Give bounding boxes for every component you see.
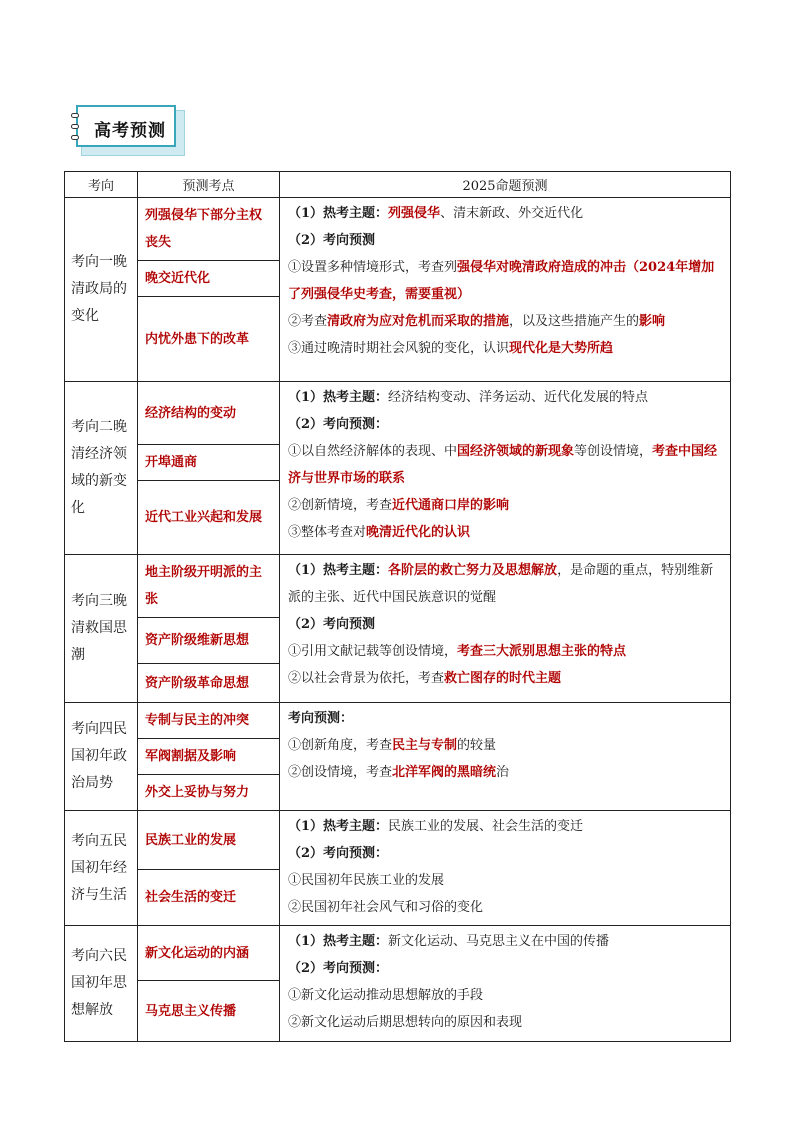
- prediction-text: （1）热考主题：: [288, 206, 389, 221]
- prediction-line: [288, 492, 724, 519]
- topic-cell: 近代工业兴起和发展: [138, 481, 280, 555]
- prediction-line: [288, 411, 724, 438]
- prediction-line: [288, 732, 724, 759]
- prediction-text: ，是命题的重点，特别维新派的主张、近代中国民族意识的觉醒: [288, 563, 714, 605]
- prediction-line: [288, 705, 724, 732]
- topic-cell: 内忧外患下的改革: [138, 297, 280, 382]
- topic-cell: 外交上妥协与努力: [138, 775, 280, 811]
- topic-cell: 新文化运动的内涵: [138, 926, 280, 981]
- prediction-text: 近代通商口岸的影响: [392, 498, 510, 513]
- table-row: [65, 926, 731, 981]
- prediction-text: ，以及这些措施产生的: [509, 314, 640, 329]
- header-prediction: 2025命题预测: [280, 172, 731, 198]
- direction-cell: 考向一晚清政局的变化: [65, 198, 138, 382]
- prediction-line: [288, 928, 724, 955]
- topic-cell: 资产阶级维新思想: [138, 618, 280, 664]
- forecast-table: [64, 171, 731, 1042]
- direction-cell: 考向五民国初年经济与生活: [65, 811, 138, 926]
- direction-cell: 考向三晚清救国思潮: [65, 555, 138, 703]
- prediction-text: （1）热考主题：: [288, 390, 389, 405]
- topic-cell: 开埠通商: [138, 445, 280, 481]
- prediction-text: 列强侵华: [388, 206, 441, 221]
- prediction-text: 民族工业的发展、社会生活的变迁: [388, 819, 584, 834]
- prediction-line: [288, 384, 724, 411]
- topic-cell: 资产阶级革命思想: [138, 664, 280, 703]
- prediction-cell: [280, 382, 731, 555]
- prediction-line: [288, 227, 724, 254]
- prediction-cell: [280, 926, 731, 1042]
- prediction-line: [288, 1009, 724, 1036]
- prediction-text: 、清末新政、外交近代化: [440, 206, 584, 221]
- prediction-text: 各阶层的救亡努力及思想解放: [388, 563, 558, 578]
- prediction-text: 经济结构变动、洋务运动、近代化发展的特点: [388, 390, 649, 405]
- prediction-text: ③通过晚清时期社会风貌的变化，认识: [288, 341, 510, 356]
- prediction-text: 新文化运动、马克思主义在中国的传播: [388, 934, 610, 949]
- prediction-text: （2）考向预测：: [288, 961, 389, 976]
- table-row: [65, 382, 731, 445]
- prediction-text: 救亡图存的时代主题: [444, 671, 562, 686]
- prediction-text: 考向预测：: [288, 711, 354, 726]
- prediction-text: 考查三大派别思想主张的特点: [457, 644, 627, 659]
- prediction-line: [288, 759, 724, 786]
- prediction-text: 北洋军阀的黑暗统: [392, 765, 497, 780]
- prediction-text: 影响: [639, 314, 666, 329]
- prediction-text: ①设置多种情境形式，考查列: [288, 260, 458, 275]
- topic-cell: 马克思主义传播: [138, 981, 280, 1042]
- prediction-line: [288, 335, 724, 362]
- direction-cell: 考向六民国初年思想解放: [65, 926, 138, 1042]
- prediction-line: [288, 894, 724, 921]
- prediction-text: ①民国初年民族工业的发展: [288, 873, 445, 888]
- prediction-line: [288, 638, 724, 665]
- prediction-text: ②创设情境，考查: [288, 765, 393, 780]
- prediction-line: [288, 840, 724, 867]
- prediction-text: ②新文化运动后期思想转向的原因和表现: [288, 1015, 523, 1030]
- prediction-text: ②民国初年社会风气和习俗的变化: [288, 900, 484, 915]
- table-row: [65, 811, 731, 870]
- prediction-text: ②创新情境，考查: [288, 498, 393, 513]
- prediction-text: ①以自然经济解体的表现、中: [288, 444, 458, 459]
- prediction-text: （1）热考主题：: [288, 934, 389, 949]
- prediction-text: （1）热考主题：: [288, 563, 389, 578]
- prediction-line: [288, 611, 724, 638]
- prediction-line: [288, 955, 724, 982]
- direction-cell: 考向二晚清经济领域的新变化: [65, 382, 138, 555]
- prediction-line: [288, 308, 724, 335]
- prediction-text: （2）考向预测: [288, 617, 376, 632]
- table-header-row: [65, 172, 731, 198]
- prediction-cell: [280, 555, 731, 703]
- topic-cell: 列强侵华下部分主权丧失: [138, 198, 280, 261]
- prediction-line: [288, 665, 724, 692]
- topic-cell: 军阀割据及影响: [138, 739, 280, 775]
- prediction-text: ②考查: [288, 314, 328, 329]
- direction-cell: 考向四民国初年政治局势: [65, 703, 138, 811]
- prediction-line: [288, 982, 724, 1009]
- badge-box: [76, 105, 176, 147]
- prediction-text: （2）考向预测：: [288, 417, 389, 432]
- prediction-cell: [280, 198, 731, 382]
- prediction-text: （2）考向预测: [288, 233, 376, 248]
- prediction-text: 治: [496, 765, 510, 780]
- prediction-line: [288, 438, 724, 492]
- table-row: [65, 703, 731, 739]
- prediction-line: [288, 254, 724, 308]
- prediction-line: [288, 200, 724, 227]
- prediction-line: [288, 813, 724, 840]
- topic-cell: 经济结构的变动: [138, 382, 280, 445]
- section-badge: [76, 105, 180, 151]
- prediction-text: ①创新角度，考查: [288, 738, 393, 753]
- topic-cell: 专制与民主的冲突: [138, 703, 280, 739]
- prediction-text: 等创设情境，: [574, 444, 653, 459]
- topic-cell: 地主阶级开明派的主张: [138, 555, 280, 618]
- prediction-text: ①新文化运动推动思想解放的手段: [288, 988, 484, 1003]
- prediction-text: （2）考向预测：: [288, 846, 389, 861]
- table-row: [65, 198, 731, 261]
- prediction-cell: [280, 703, 731, 811]
- prediction-text: （1）热考主题：: [288, 819, 389, 834]
- header-topics: 预测考点: [138, 172, 280, 198]
- prediction-line: [288, 557, 724, 611]
- topic-cell: 晚交近代化: [138, 261, 280, 297]
- topic-cell: 民族工业的发展: [138, 811, 280, 870]
- prediction-text: ②以社会背景为依托，考查: [288, 671, 445, 686]
- prediction-text: ③整体考查对: [288, 525, 367, 540]
- section-title: 高考预测: [94, 121, 166, 141]
- prediction-text: 现代化是大势所趋: [509, 341, 614, 356]
- table-row: [65, 555, 731, 618]
- prediction-text: 国经济领域的新现象: [457, 444, 575, 459]
- prediction-text: 清政府为应对危机而采取的措施: [327, 314, 510, 329]
- topic-cell: 社会生活的变迁: [138, 870, 280, 926]
- prediction-line: [288, 519, 724, 546]
- binder-rings-icon: [71, 113, 81, 141]
- prediction-text: 的较量: [457, 738, 497, 753]
- prediction-text: 晚清近代化的认识: [366, 525, 471, 540]
- prediction-text: ①引用文献记载等创设情境，: [288, 644, 458, 659]
- header-direction: 考向: [65, 172, 138, 198]
- prediction-line: [288, 867, 724, 894]
- prediction-text: 强侵华对晚清政府造成的冲击（2024年增加了列强侵华史考查，需要重视）: [288, 260, 715, 302]
- prediction-text: 考查中国经济与世界市场的联系: [288, 444, 718, 486]
- prediction-cell: [280, 811, 731, 926]
- prediction-text: 民主与专制: [392, 738, 458, 753]
